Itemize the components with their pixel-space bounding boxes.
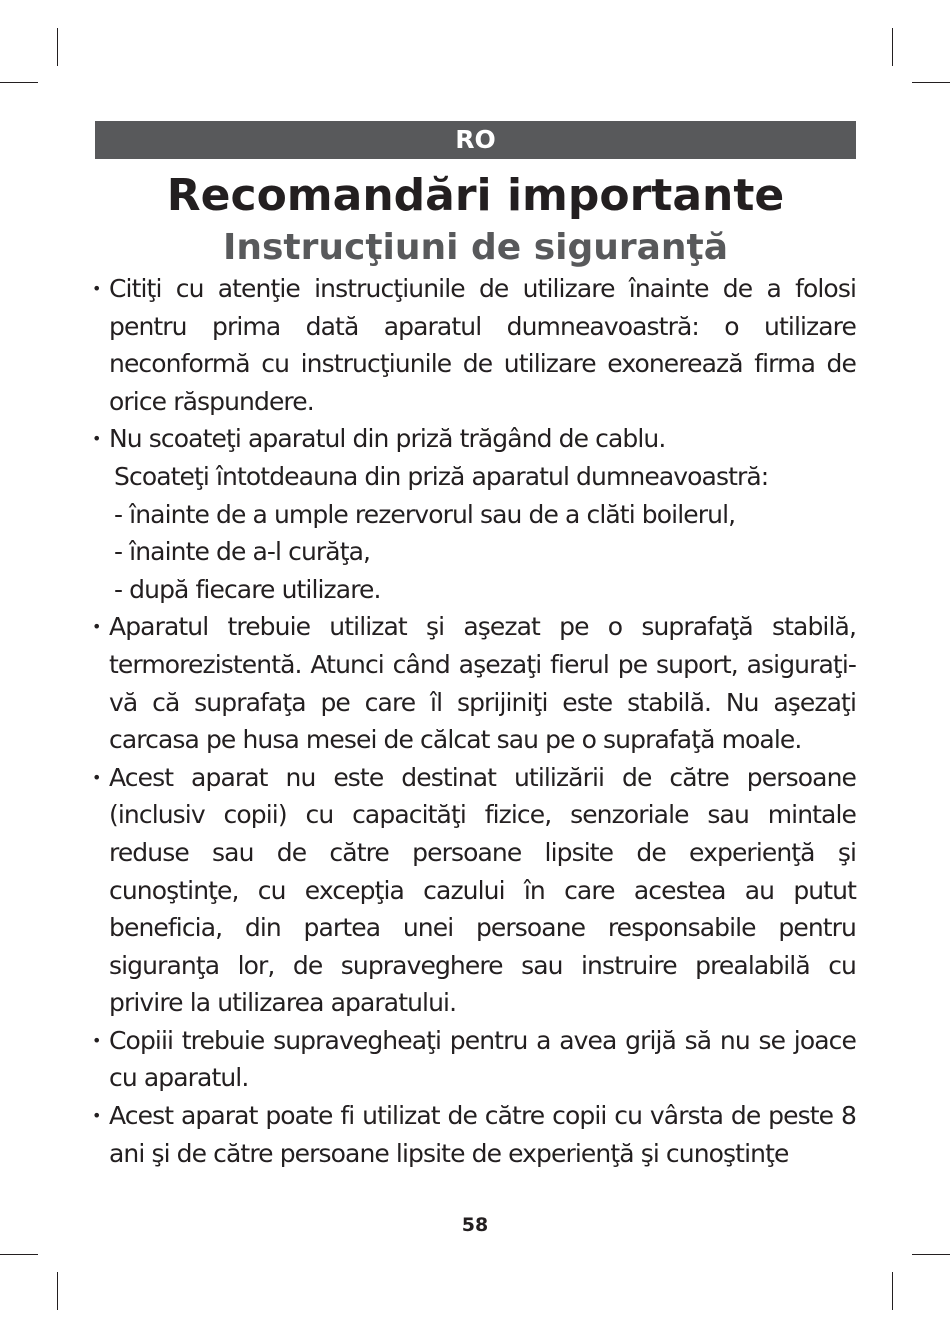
bullet-item: • Acest aparat nu este destinat utilizării de către persoane (inclusiv copii) cu capacităţi fizice, senzoriale sau mintale reduse sau de către persoane lipsite de experienţă şi cunoştinţe, cu excepţia cazului în care acestea au putut beneficia, din partea unei persoane responsabile pentru siguranţa lor, de supraveghere sau instruire prealabilă cu privire la utilizarea aparatului. — [92, 759, 856, 1022]
crop-mark — [912, 1254, 950, 1255]
crop-mark — [892, 28, 893, 66]
crop-mark — [0, 82, 38, 83]
page-subtitle: Instrucţiuni de siguranţă — [222, 227, 729, 268]
crop-mark — [892, 1272, 893, 1310]
bullet-subtext: Scoateţi întotdeauna din priză aparatul dumneavoastră: — [114, 461, 769, 491]
bullet-item: • Acest aparat poate fi utilizat de către copii cu vârsta de peste 8 ani şi de către persoane lipsite de experienţă şi cunoştinţe — [92, 1097, 856, 1172]
safety-instructions-list — [92, 270, 856, 1172]
dash-item: - înainte de a-l curăţa, — [114, 537, 371, 567]
bullet-item — [92, 420, 856, 608]
dash-item: - după fiecare utilizare. — [114, 574, 381, 604]
crop-mark — [912, 82, 950, 83]
bullet-item: • Copiii trebuie supravegheaţi pentru a avea grijă să nu se joace cu aparatul. — [92, 1022, 856, 1097]
language-header-bar — [95, 121, 856, 159]
crop-mark — [0, 1254, 38, 1255]
bullet-item: • Citiţi cu atenţie instrucţiunile de utilizare înainte de a folosi pentru prima dată aparatul dumneavoastră: o utilizare neconformă cu instrucţiunile de utilizare exonerează firma de orice răspundere. — [92, 270, 856, 420]
bullet-item: • Aparatul trebuie utilizat şi aşezat pe o suprafaţă stabilă, termorezistentă. Atunci când aşezaţi fierul pe suport, asiguraţi-vă că suprafaţa pe care îl sprijiniţi este stabilă. Nu aşezaţi carcasa pe husa mesei de călcat sau pe o suprafaţă moale. — [92, 608, 856, 758]
bullet-text: • Nu scoateţi aparatul din priză trăgând de cablu. — [109, 424, 666, 454]
page-title: Recomandări importante — [166, 170, 785, 221]
page-number: 58 — [461, 1214, 489, 1236]
language-label: RO — [455, 125, 496, 154]
crop-mark — [57, 28, 58, 66]
crop-mark — [57, 1272, 58, 1310]
dash-item: - înainte de a umple rezervorul sau de a clăti boilerul, — [114, 499, 736, 529]
